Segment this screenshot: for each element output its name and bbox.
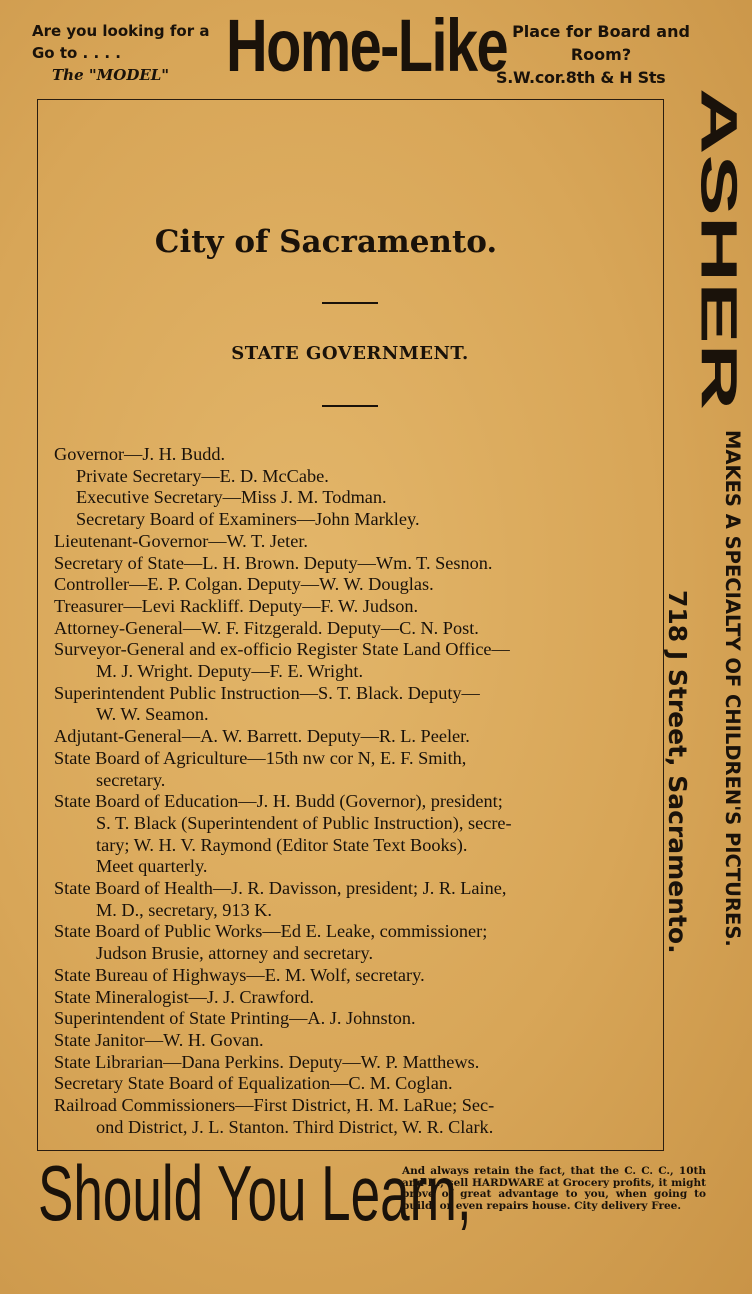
header-headline: Home-Like bbox=[226, 4, 508, 87]
directory-line: Adjutant-General—A. W. Barrett. Deputy—R. L. Peeler. bbox=[54, 726, 470, 747]
header-left-ad bbox=[32, 20, 209, 86]
directory-line: secretary. bbox=[96, 769, 166, 790]
header-left-line3: The "MODEL" bbox=[52, 66, 170, 84]
directory-line: State Board of Health—J. R. Davisson, president; J. R. Laine, bbox=[54, 878, 507, 899]
side-brand bbox=[656, 88, 747, 418]
section-heading bbox=[0, 343, 752, 364]
directory-line: S. T. Black (Superintendent of Public Instruction), secre- bbox=[96, 812, 512, 833]
page-title bbox=[0, 224, 752, 260]
header-left-line1: Are you looking for a bbox=[32, 22, 210, 40]
side-tagline: MAKES A SPECIALTY OF CHILDREN'S PICTURES. bbox=[721, 430, 744, 947]
directory-line: Superintendent of State Printing—A. J. Johnston. bbox=[54, 1008, 416, 1029]
header-left-line2: Go to . . . . bbox=[32, 44, 121, 62]
directory-line: tary; W. H. V. Raymond (Editor State Text Books). bbox=[96, 834, 468, 855]
directory-line: Controller—E. P. Colgan. Deputy—W. W. Douglas. bbox=[54, 574, 434, 595]
directory-line: Treasurer—Levi Rackliff. Deputy—F. W. Judson. bbox=[54, 595, 419, 616]
directory-line: Secretary State Board of Equalization—C. M. Coglan. bbox=[54, 1073, 453, 1094]
directory-line: State Board of Education—J. H. Budd (Governor), president; bbox=[54, 791, 503, 812]
header-right-ad bbox=[496, 20, 706, 89]
footer-text: And always retain the fact, that the C. C. C., 10th and K., sell HARDWARE at Grocery profits, it might prove of great advantage to you, when going to build, or even repairs house. City delivery Free. bbox=[402, 1165, 706, 1212]
directory-line: State Librarian—Dana Perkins. Deputy—W. P. Matthews. bbox=[54, 1051, 480, 1072]
directory-line: State Janitor—W. H. Govan. bbox=[54, 1029, 264, 1050]
directory-line: ond District, J. L. Stanton. Third District, W. R. Clark. bbox=[96, 1116, 494, 1137]
page-title-text: City of Sacramento. bbox=[154, 224, 498, 260]
section-heading-text: STATE GOVERNMENT. bbox=[231, 343, 469, 364]
directory-line: Railroad Commissioners—First District, H. M. LaRue; Sec- bbox=[54, 1095, 495, 1116]
header-right-line1: Place for Board and bbox=[512, 22, 690, 41]
directory-line: M. D., secretary, 913 K. bbox=[96, 899, 272, 920]
footer-headline: Should You Learn, bbox=[38, 1149, 472, 1237]
directory-line: State Board of Agriculture—15th nw cor N, E. F. Smith, bbox=[54, 747, 467, 768]
directory-line: Secretary of State—L. H. Brown. Deputy—Wm. T. Sesnon. bbox=[54, 552, 493, 573]
directory-line: Meet quarterly. bbox=[96, 856, 208, 877]
side-brand-text: ASHER bbox=[690, 88, 747, 411]
directory-line: M. J. Wright. Deputy—F. E. Wright. bbox=[96, 661, 364, 682]
directory-line: State Mineralogist—J. J. Crawford. bbox=[54, 986, 314, 1007]
directory-line: State Bureau of Highways—E. M. Wolf, secretary. bbox=[54, 964, 425, 985]
directory-line: Secretary Board of Examiners—John Markley. bbox=[76, 509, 420, 530]
directory-line: Attorney-General—W. F. Fitzgerald. Deputy—C. N. Post. bbox=[54, 617, 479, 638]
directory-line: Private Secretary—E. D. McCabe. bbox=[76, 465, 329, 486]
directory-entries bbox=[54, 444, 652, 1139]
directory-line: Surveyor-General and ex-officio Register State Land Office— bbox=[54, 639, 510, 660]
directory-line: Superintendent Public Instruction—S. T. Black. Deputy— bbox=[54, 682, 480, 703]
directory-line: Executive Secretary—Miss J. M. Todman. bbox=[76, 487, 387, 508]
side-address: 718 J Street, Sacramento. bbox=[663, 590, 692, 954]
title-rule-bottom bbox=[322, 405, 378, 407]
directory-line: Lieutenant-Governor—W. T. Jeter. bbox=[54, 530, 308, 551]
directory-line: Governor—J. H. Budd. bbox=[54, 444, 226, 464]
title-rule-top bbox=[322, 302, 378, 304]
header-right-line2: Room? bbox=[570, 45, 632, 64]
directory-line: State Board of Public Works—Ed E. Leake, commissioner; bbox=[54, 921, 488, 942]
header-right-line3: S.W.cor.8th & H Sts bbox=[496, 68, 666, 87]
directory-line: W. W. Seamon. bbox=[96, 704, 209, 725]
directory-line: Judson Brusie, attorney and secretary. bbox=[96, 943, 374, 964]
